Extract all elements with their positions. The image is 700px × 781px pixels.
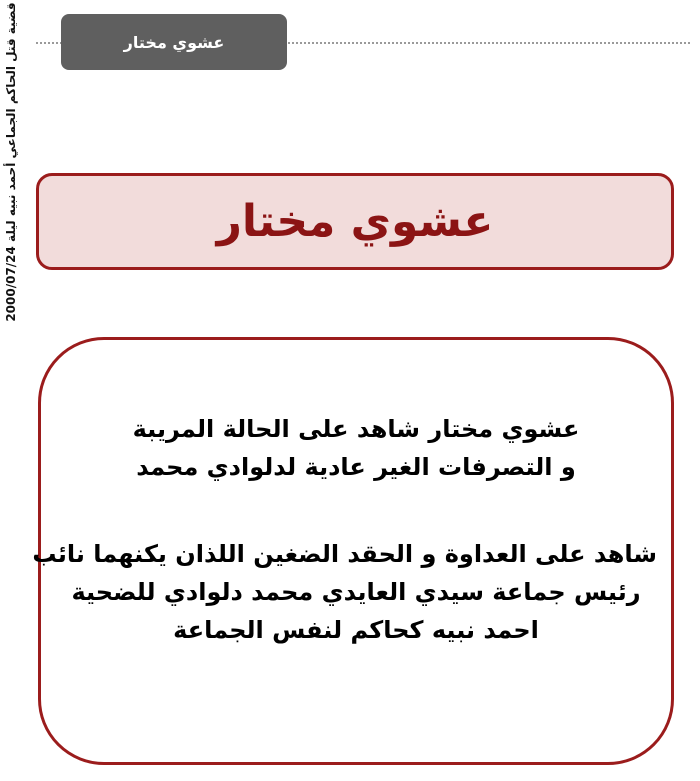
detail-line: احمد نبيه كحاكم لنفس الجماعة [173, 616, 539, 644]
summary-line: عشوي مختار شاهد على الحالة المريبة [132, 415, 580, 443]
testimony-detail [32, 535, 657, 649]
page-title: عشوي مختار [216, 196, 494, 247]
title-banner [36, 173, 674, 270]
testimony-summary [61, 410, 651, 486]
summary-line: و التصرفات الغير عادية لدلوادي محمد [136, 453, 576, 481]
side-caption-text: قضية قتل الحاكم الجماعي أحمد نبيه ليلة 2000/07/24 [4, 2, 18, 322]
detail-line: شاهد على العداوة و الحقد الضغين اللذان يكنهما نائب [32, 540, 657, 568]
header-tab [61, 14, 287, 70]
side-caption [0, 0, 22, 325]
header-tab-label: عشوي مختار [123, 32, 225, 52]
detail-line: رئيس جماعة سيدي العايدي محمد دلوادي للضحية [71, 578, 641, 606]
content-panel [32, 337, 674, 765]
